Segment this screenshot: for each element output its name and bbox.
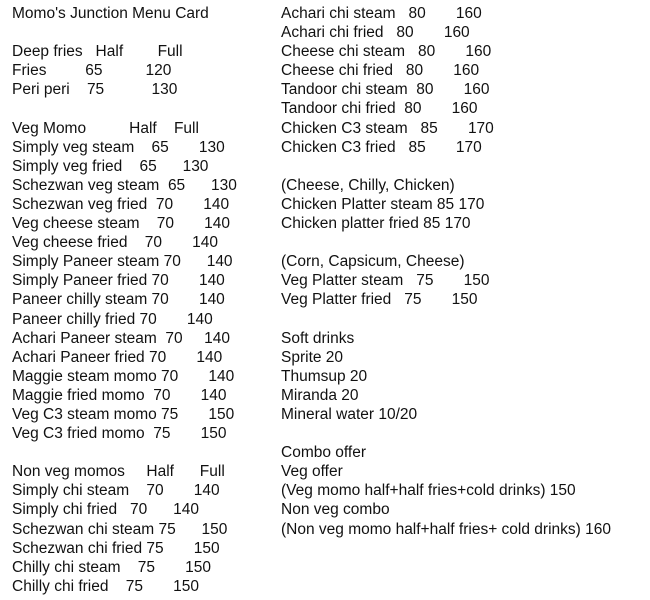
- menu-line: Veg cheese fried 70 140: [12, 234, 218, 252]
- menu-line: Achari chi steam 80 160: [281, 5, 482, 22]
- menu-left-column: [12, 4, 237, 596]
- menu-line: Veg Platter steam 75 150: [281, 272, 490, 290]
- menu-line: Non veg momos Half Full: [12, 463, 225, 481]
- menu-line: Mineral water 10/20: [281, 405, 418, 423]
- menu-line: Veg C3 steam momo 75 150: [12, 405, 235, 423]
- spacer: [12, 443, 237, 462]
- menu-right-column: [281, 4, 611, 539]
- menu-line: Maggie fried momo 70 140: [12, 386, 227, 404]
- menu-line: Tandoor chi fried 80 160: [281, 100, 478, 118]
- menu-line: Maggie steam momo 70 140: [12, 367, 235, 385]
- menu-line: Simply chi steam 70 140: [12, 482, 220, 500]
- menu-line: Chicken C3 fried 85 170: [281, 138, 482, 156]
- menu-line: Simply Paneer steam 70 140: [12, 253, 233, 271]
- menu-line: Sprite 20: [281, 348, 344, 366]
- menu-line: Peri peri 75 130: [12, 81, 178, 99]
- menu-line: (Cheese, Chilly, Chicken): [281, 176, 455, 194]
- menu-line: Chilly chi steam 75 150: [12, 558, 212, 576]
- menu-line: Cheese chi steam 80 160: [281, 43, 492, 61]
- menu-line: (Non veg momo half+half fries+ cold drinks) 160: [281, 520, 611, 538]
- menu-title: Momo's Junction Menu Card: [12, 5, 209, 22]
- menu-line: Tandoor chi steam 80 160: [281, 81, 490, 99]
- menu-line: Schezwan chi fried 75 150: [12, 539, 220, 557]
- menu-line: Veg cheese steam 70 140: [12, 215, 230, 233]
- menu-line: Achari Paneer fried 70 140: [12, 348, 223, 366]
- menu-line: Veg offer: [281, 463, 343, 481]
- menu-line: Simply veg steam 65 130: [12, 138, 225, 156]
- menu-line: Veg Momo Half Full: [12, 119, 199, 137]
- menu-line: Paneer chilly fried 70 140: [12, 310, 213, 328]
- menu-line: Schezwan veg steam 65 130: [12, 176, 237, 194]
- menu-line: Deep fries Half Full: [12, 43, 183, 61]
- spacer: [12, 99, 237, 118]
- menu-line: Non veg combo: [281, 501, 390, 519]
- menu-line: (Veg momo half+half fries+cold drinks) 150: [281, 482, 576, 500]
- spacer: [281, 157, 611, 176]
- menu-line: Cheese chi fried 80 160: [281, 62, 480, 80]
- menu-line: Veg Platter fried 75 150: [281, 291, 478, 309]
- menu-line: Schezwan chi steam 75 150: [12, 520, 228, 538]
- menu-line: Schezwan veg fried 70 140: [12, 195, 230, 213]
- spacer: [12, 23, 237, 42]
- menu-line: Veg C3 fried momo 75 150: [12, 425, 227, 443]
- spacer: [281, 310, 611, 329]
- menu-line: Fries 65 120: [12, 62, 172, 80]
- menu-line: Combo offer: [281, 444, 367, 462]
- menu-line: Chilly chi fried 75 150: [12, 577, 199, 595]
- menu-line: Chicken platter fried 85 170: [281, 215, 471, 233]
- menu-line: Paneer chilly steam 70 140: [12, 291, 225, 309]
- menu-line: Miranda 20: [281, 386, 359, 404]
- menu-line: (Corn, Capsicum, Cheese): [281, 253, 465, 271]
- menu-line: Achari chi fried 80 160: [281, 24, 470, 42]
- spacer: [281, 233, 611, 252]
- menu-line: Chicken Platter steam 85 170: [281, 195, 485, 213]
- menu-line: Thumsup 20: [281, 367, 368, 385]
- menu-line: Simply Paneer fried 70 140: [12, 272, 225, 290]
- menu-line: Achari Paneer steam 70 140: [12, 329, 230, 347]
- spacer: [281, 424, 611, 443]
- menu-line: Simply veg fried 65 130: [12, 157, 209, 175]
- menu-line: Soft drinks: [281, 329, 355, 347]
- menu-line: Simply chi fried 70 140: [12, 501, 199, 519]
- menu-line: Chicken C3 steam 85 170: [281, 119, 494, 137]
